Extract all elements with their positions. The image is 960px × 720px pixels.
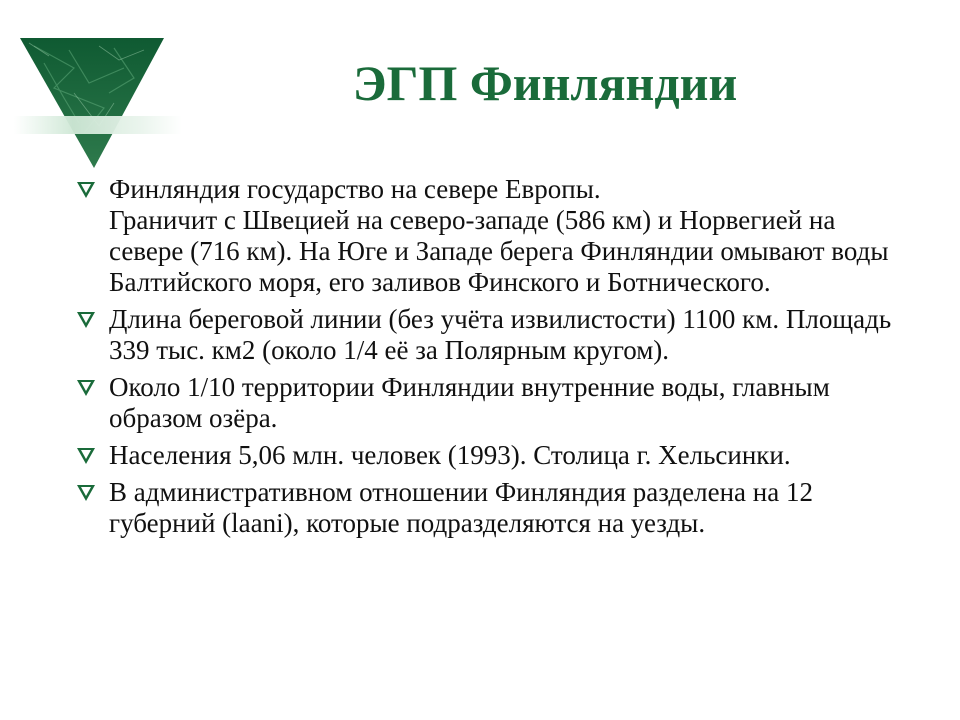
list-item — [76, 477, 896, 539]
checkmark-arrow-icon — [76, 483, 96, 503]
checkmark-arrow-icon — [76, 310, 96, 330]
green-triangle-logo-icon — [14, 38, 182, 170]
bullet-list — [76, 174, 896, 545]
list-item-text: Длина береговой линии (без учёта извилистости) 1100 км. Площадь 339 тыс. км2 (около 1/4 её за Полярным кругом). — [109, 304, 892, 365]
list-item — [76, 304, 896, 366]
list-item-text: Финляндия государство на севере Европы. — [109, 174, 601, 204]
list-item — [76, 205, 896, 298]
list-item — [76, 440, 896, 471]
list-item-text: В административном отношении Финляндия разделена на 12 губерний (laani), которые подразделяются на уезды. — [109, 477, 813, 538]
list-item-text: Населения 5,06 млн. человек (1993). Столица г. Хельсинки. — [109, 440, 791, 470]
checkmark-arrow-icon — [76, 378, 96, 398]
checkmark-arrow-icon — [76, 446, 96, 466]
page-title: ЭГП Финляндии — [352, 55, 738, 111]
checkmark-arrow-icon — [76, 180, 96, 200]
list-item — [76, 372, 896, 434]
list-item — [76, 174, 896, 205]
list-item-text: Около 1/10 территории Финляндии внутренние воды, главным образом озёра. — [109, 372, 830, 433]
list-item-text: Граничит с Швецией на северо-западе (586 км) и Норвегией на севере (716 км). На Юге и Западе берега Финляндии омывают воды Балтийского моря, его заливов Финского и Ботнического. — [109, 205, 889, 297]
